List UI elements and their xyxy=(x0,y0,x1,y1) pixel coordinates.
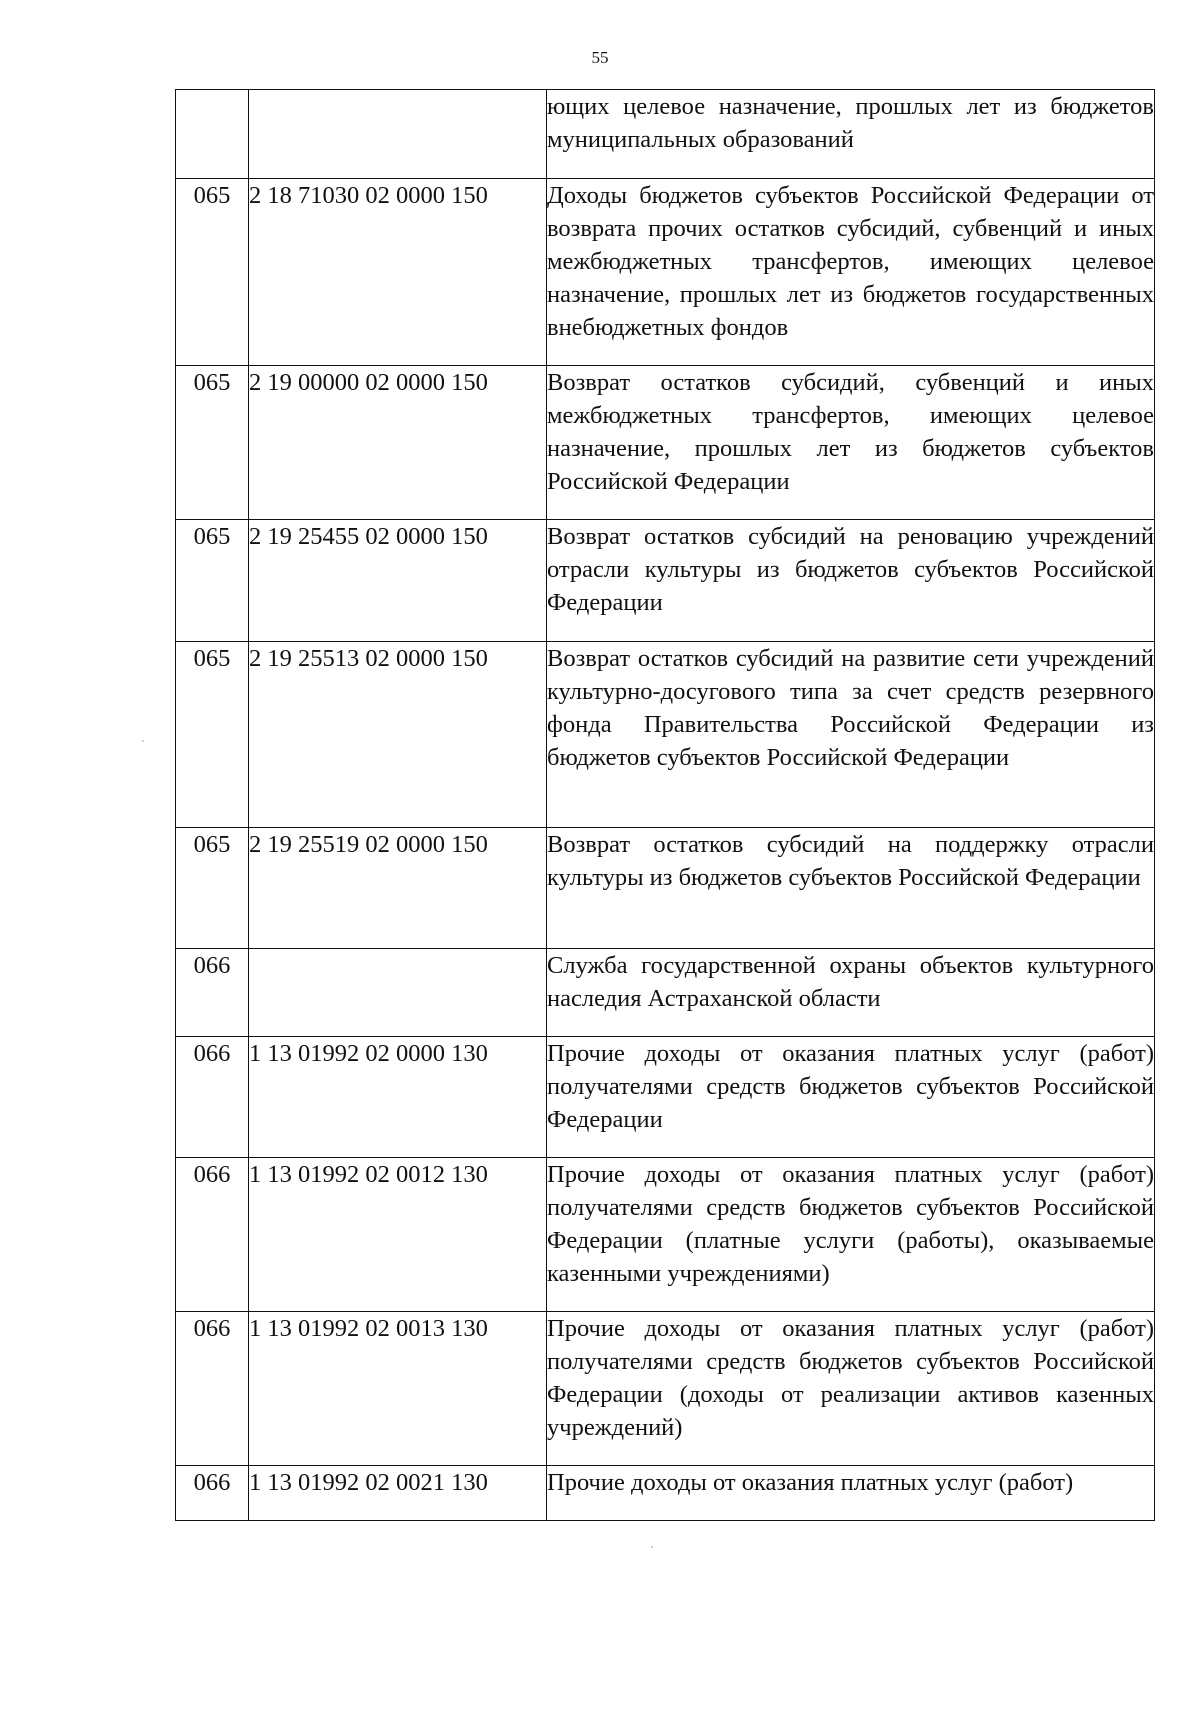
income-code-cell: 2 19 00000 02 0000 150 xyxy=(249,366,547,520)
table-row xyxy=(176,90,1155,179)
income-code-cell: 1 13 01992 02 0021 130 xyxy=(249,1466,547,1521)
table-row xyxy=(176,642,1155,828)
income-code-cell: 1 13 01992 02 0012 130 xyxy=(249,1158,547,1312)
table-row xyxy=(176,1466,1155,1521)
description-cell: Прочие доходы от оказания платных услуг (работ) получателями средств бюджетов субъектов Российской Федерации xyxy=(547,1037,1155,1158)
income-code-cell: 2 19 25519 02 0000 150 xyxy=(249,828,547,949)
admin-code-cell: 066 xyxy=(176,1466,249,1521)
admin-code-cell: 066 xyxy=(176,1312,249,1466)
description-cell: Возврат остатков субсидий на поддержку отрасли культуры из бюджетов субъектов Российской Федерации xyxy=(547,828,1155,949)
description-cell: ющих целевое назначение, прошлых лет из бюджетов муниципальных образований xyxy=(547,90,1155,179)
scan-speck xyxy=(142,740,144,742)
income-code-cell xyxy=(249,90,547,179)
scan-speck xyxy=(651,1546,653,1548)
table-row xyxy=(176,179,1155,366)
table-row xyxy=(176,366,1155,520)
admin-code-cell: 066 xyxy=(176,949,249,1037)
table-row xyxy=(176,1312,1155,1466)
table-body xyxy=(176,90,1155,1521)
table-row xyxy=(176,520,1155,642)
income-code-cell: 1 13 01992 02 0013 130 xyxy=(249,1312,547,1466)
description-cell: Возврат остатков субсидий на реновацию учреждений отрасли культуры из бюджетов субъектов Российской Федерации xyxy=(547,520,1155,642)
table-row xyxy=(176,1158,1155,1312)
admin-code-cell: 065 xyxy=(176,179,249,366)
admin-code-cell: 065 xyxy=(176,520,249,642)
income-code-cell: 2 19 25513 02 0000 150 xyxy=(249,642,547,828)
description-cell: Прочие доходы от оказания платных услуг (работ) получателями средств бюджетов субъектов Российской Федерации (платные услуги (работы), оказываемые казенными учреждениями) xyxy=(547,1158,1155,1312)
description-cell: Прочие доходы от оказания платных услуг (работ) xyxy=(547,1466,1155,1521)
table-row xyxy=(176,949,1155,1037)
page-number: 55 xyxy=(591,48,609,67)
budget-classification-table xyxy=(175,89,1155,1521)
table-row xyxy=(176,1037,1155,1158)
admin-code-cell xyxy=(176,90,249,179)
description-cell: Прочие доходы от оказания платных услуг (работ) получателями средств бюджетов субъектов Российской Федерации (доходы от реализации активов казенных учреждений) xyxy=(547,1312,1155,1466)
admin-code-cell: 065 xyxy=(176,828,249,949)
income-code-cell: 1 13 01992 02 0000 130 xyxy=(249,1037,547,1158)
income-code-cell: 2 18 71030 02 0000 150 xyxy=(249,179,547,366)
table-row xyxy=(176,828,1155,949)
description-cell: Возврат остатков субсидий, субвенций и иных межбюджетных трансфертов, имеющих целевое назначение, прошлых лет из бюджетов субъектов Российской Федерации xyxy=(547,366,1155,520)
admin-code-cell: 065 xyxy=(176,642,249,828)
description-cell: Доходы бюджетов субъектов Российской Федерации от возврата прочих остатков субсидий, субвенций и иных межбюджетных трансфертов, имеющих целевое назначение, прошлых лет из бюджетов государственных внебюджетных фондов xyxy=(547,179,1155,366)
description-cell: Возврат остатков субсидий на развитие сети учреждений культурно-досугового типа за счет средств резервного фонда Правительства Российской Федерации из бюджетов субъектов Российской Федерации xyxy=(547,642,1155,828)
admin-code-cell: 065 xyxy=(176,366,249,520)
admin-code-cell: 066 xyxy=(176,1037,249,1158)
income-code-cell: 2 19 25455 02 0000 150 xyxy=(249,520,547,642)
description-cell: Служба государственной охраны объектов культурного наследия Астраханской области xyxy=(547,949,1155,1037)
income-code-cell xyxy=(249,949,547,1037)
admin-code-cell: 066 xyxy=(176,1158,249,1312)
